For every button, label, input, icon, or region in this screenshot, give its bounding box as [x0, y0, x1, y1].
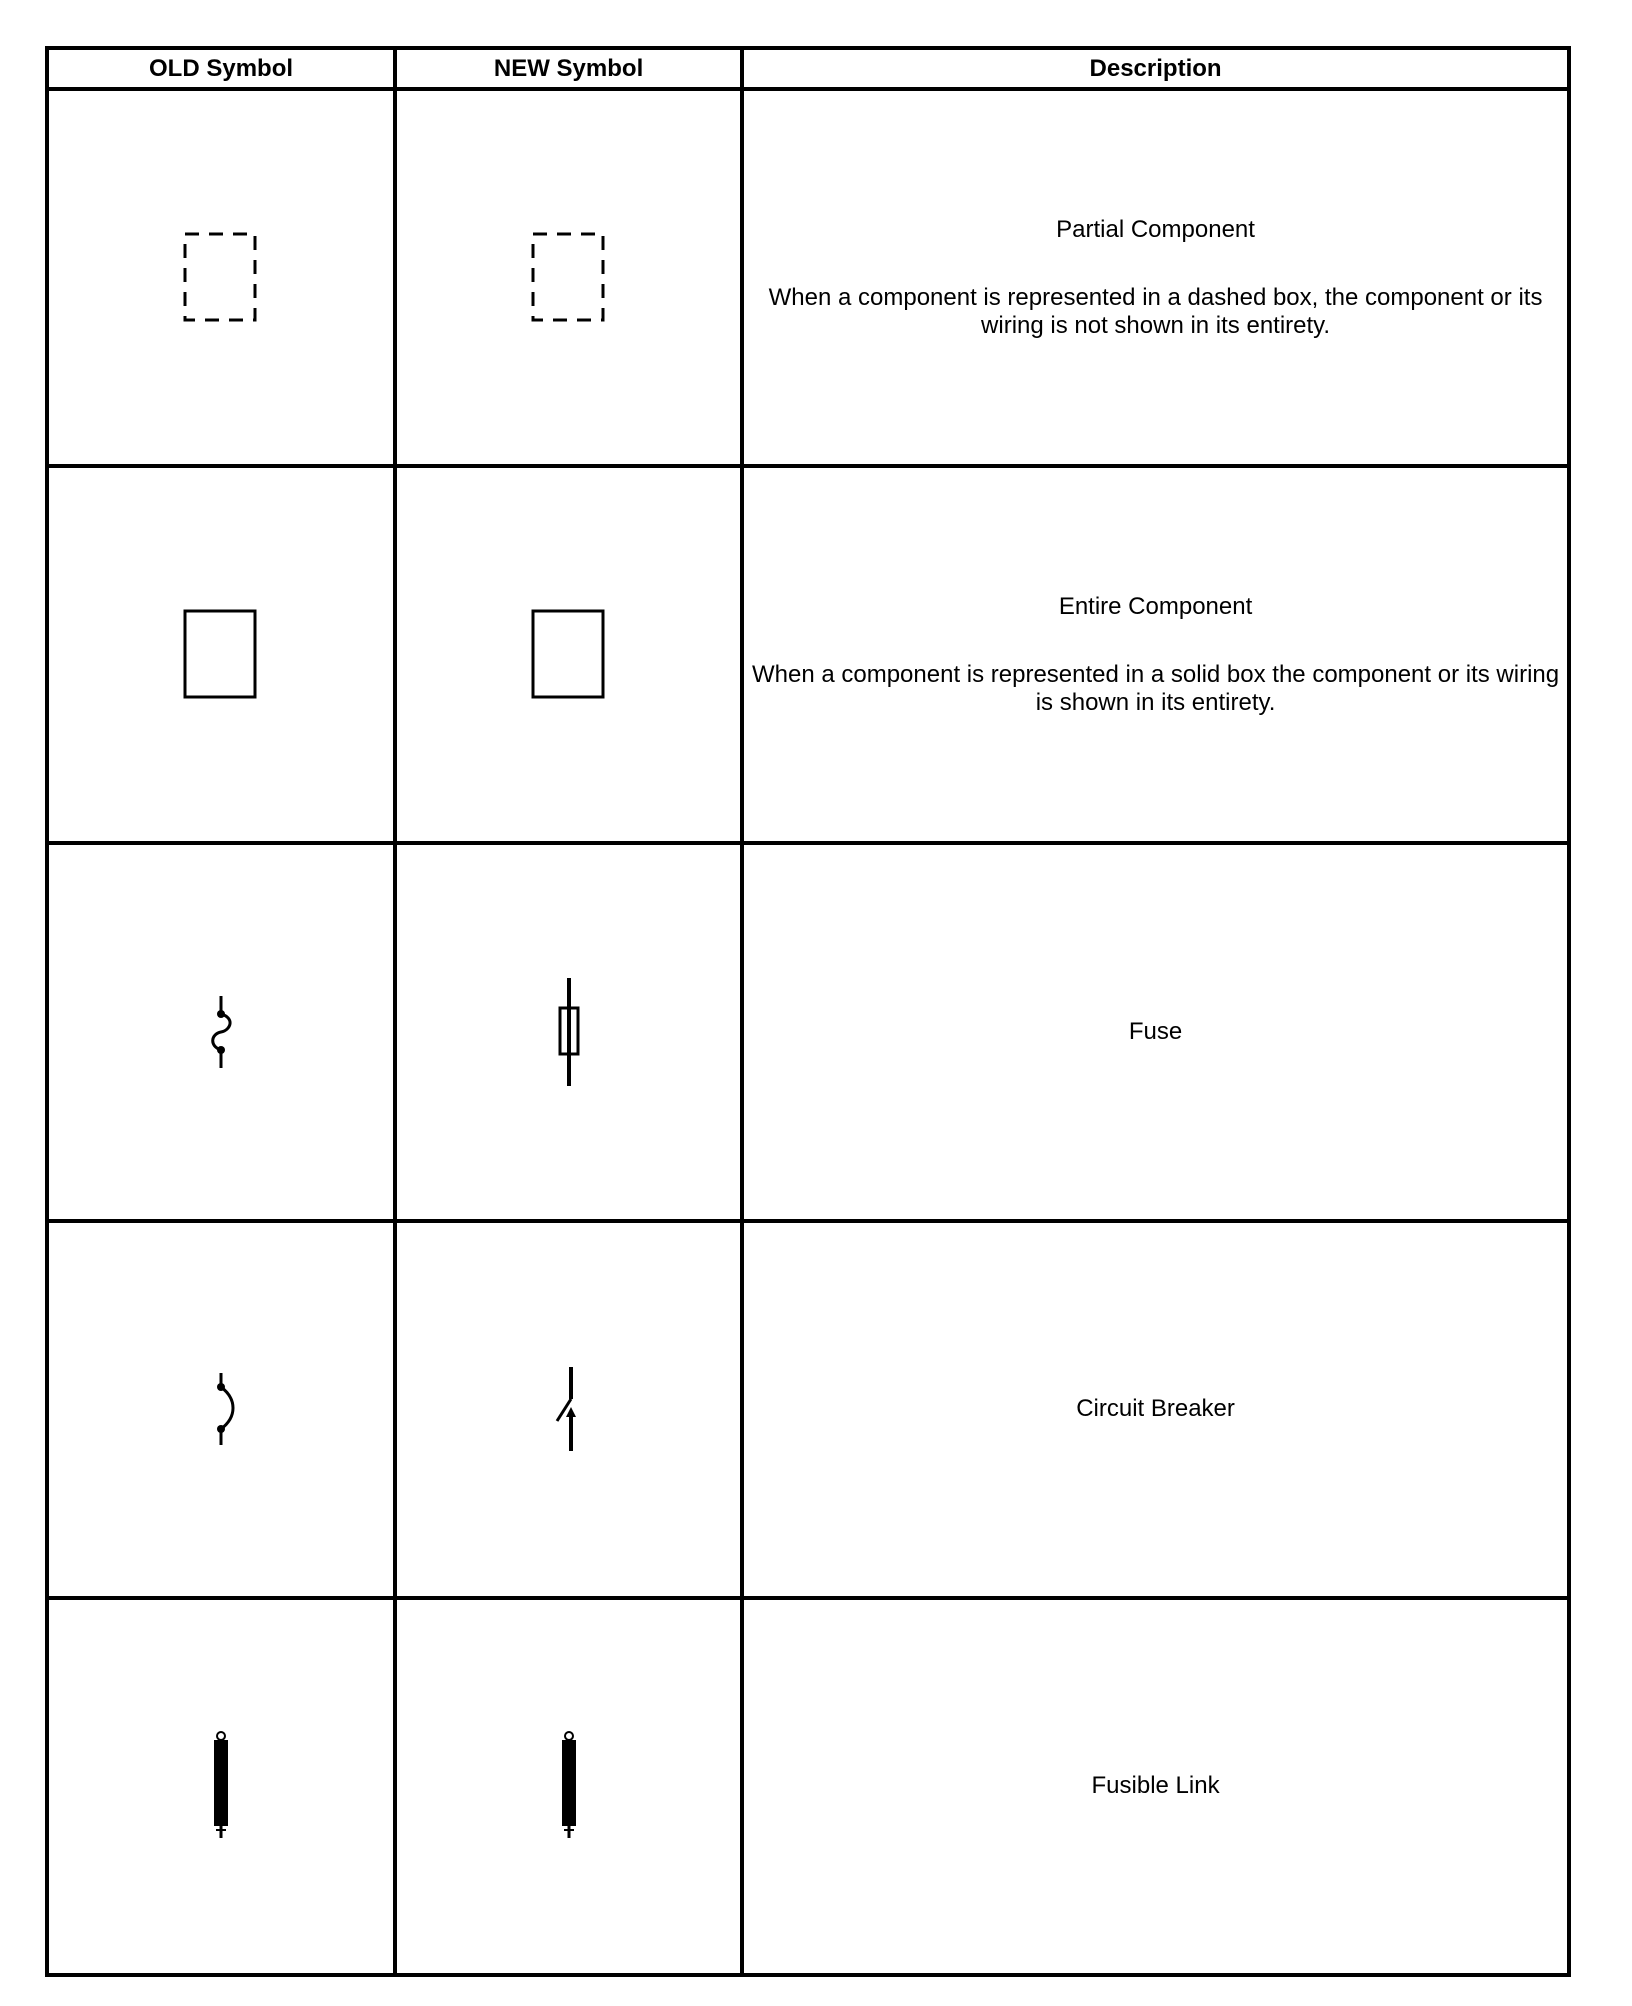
header-description: Description	[742, 48, 1569, 89]
description-cell	[742, 1221, 1569, 1598]
header-old-symbol: OLD Symbol	[47, 48, 395, 89]
header-row	[47, 48, 1569, 89]
table-row	[47, 466, 1569, 843]
new-symbol-cell	[395, 843, 742, 1220]
description-cell	[742, 843, 1569, 1220]
new-symbol-cell	[395, 89, 742, 466]
old-symbol-cell	[47, 1221, 395, 1598]
description-title: Circuit Breaker	[1076, 1395, 1235, 1423]
old-symbol-cell	[47, 1598, 395, 1975]
table-row	[47, 843, 1569, 1220]
description-text: When a component is represented in a dashed box, the component or its wiring is not shown in its entirety.	[768, 283, 1543, 339]
description-title: Partial Component	[1056, 215, 1255, 243]
new-symbol-cell	[395, 1221, 742, 1598]
description-cell	[742, 89, 1569, 466]
description-title: Entire Component	[1058, 592, 1253, 620]
solid-box-icon	[529, 607, 609, 703]
old-symbol-cell	[47, 843, 395, 1220]
symbol-table	[45, 46, 1571, 1977]
description-title: Fusible Link	[1091, 1772, 1220, 1800]
new-symbol-cell	[395, 1598, 742, 1975]
circuit-breaker-new-icon	[549, 1365, 589, 1453]
table-row	[47, 1221, 1569, 1598]
fusible-link-old-icon	[201, 1730, 241, 1842]
circuit-breaker-old-icon	[201, 1369, 241, 1449]
solid-box-icon	[181, 607, 261, 703]
new-symbol-cell	[395, 466, 742, 843]
description-cell	[742, 1598, 1569, 1975]
description-text: When a component is represented in a solid box the component or its wiring is shown in its entirety.	[751, 660, 1560, 716]
description-cell	[742, 466, 1569, 843]
old-symbol-cell	[47, 466, 395, 843]
fuse-old-icon	[201, 992, 241, 1072]
fuse-new-icon	[549, 976, 589, 1088]
dashed-box-icon	[529, 230, 609, 326]
fusible-link-new-icon	[549, 1730, 589, 1842]
header-new-symbol: NEW Symbol	[395, 48, 742, 89]
table-row	[47, 89, 1569, 466]
table-row	[47, 1598, 1569, 1975]
description-title: Fuse	[1128, 1017, 1183, 1045]
dashed-box-icon	[181, 230, 261, 326]
old-symbol-cell	[47, 89, 395, 466]
